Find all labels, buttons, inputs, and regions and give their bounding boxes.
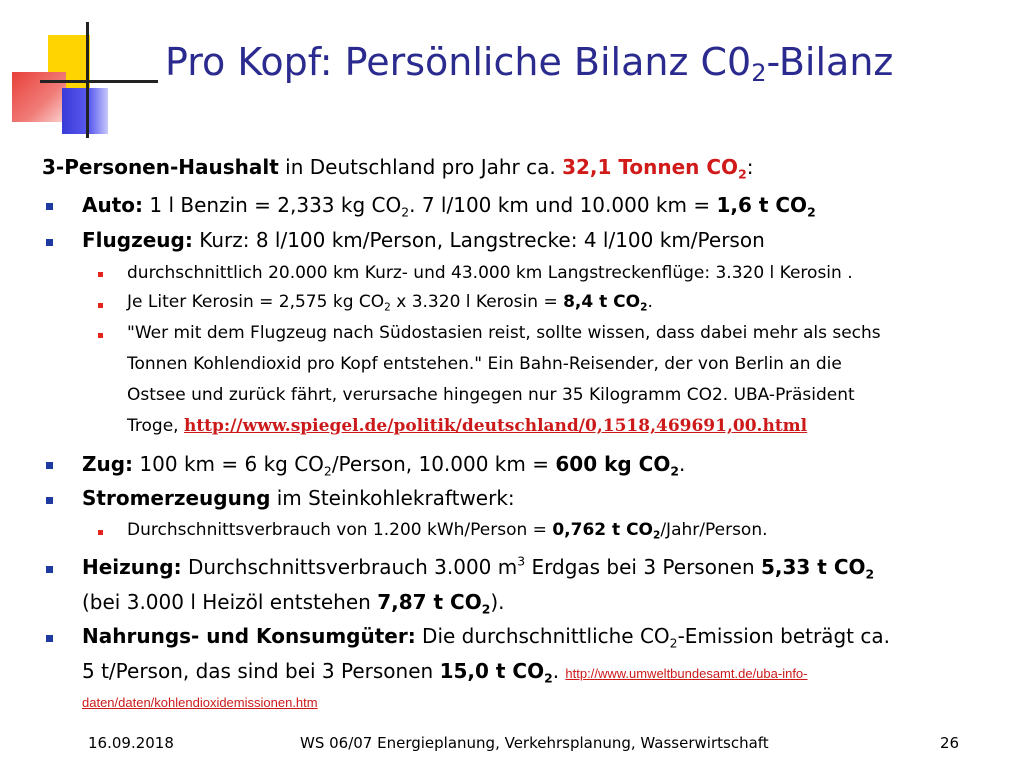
uba-link-part2[interactable]: daten/daten/kohlendioxidemissionen.htm (82, 695, 318, 710)
flug-sub-item-2: Je Liter Kerosin = 2,575 kg $CO_2$ x 3.320 l Kerosin = 8,4 t $CO_2$. (127, 292, 653, 314)
zug-item: Zug: 100 km = 6 kg $CO_2$/Person, 10.000 km = 600 kg $CO_2$. (82, 452, 686, 479)
footer-title: WS 06/07 Energieplanung, Verkehrsplanung, Wasserwirtschaft (300, 734, 769, 752)
quote-line-4: Troge, http://www.spiegel.de/politik/deutschland/0,1518,469691,00.html (127, 416, 808, 436)
quote-line-3: Ostsee und zurück fährt, verursache hingegen nur 35 Kilogramm CO2. UBA-Präsident (127, 385, 855, 405)
sub-bullet-icon (98, 530, 103, 535)
heizung-line-2: (bei 3.000 l Heizöl entstehen 7,87 t $CO_2$). (82, 590, 505, 617)
bullet-icon (46, 635, 53, 642)
spiegel-link[interactable]: http://www.spiegel.de/politik/deutschland/0,1518,469691,00.html (183, 416, 808, 436)
strom-item: Stromerzeugung im Steinkohlekraftwerk: (82, 486, 515, 510)
sub-bullet-icon (98, 333, 103, 338)
logo-blue-square (62, 88, 108, 134)
bullet-icon (46, 566, 53, 573)
footer-date: 16.09.2018 (88, 734, 174, 752)
intro-line: 3-Personen-Haushalt in Deutschland pro Jahr ca. 32,1 Tonnen $CO_2$: (42, 155, 754, 182)
flug-sub-item-1: durchschnittlich 20.000 km Kurz- und 43.000 km Langstreckenflüge: 3.320 l Kerosin . (127, 263, 853, 283)
flugzeug-item: Flugzeug: Kurz: 8 l/100 km/Person, Langstrecke: 4 l/100 km/Person (82, 228, 765, 252)
bullet-icon (46, 497, 53, 504)
footer-page-number: 26 (940, 734, 960, 752)
logo-horizontal-line (40, 80, 158, 83)
nahrung-item: Nahrungs- und Konsumgüter: Die durchschnittliche $CO_2$-Emission beträgt ca. (82, 624, 890, 651)
auto-item: Auto: 1 l Benzin = 2,333 kg $CO_2$. 7 l/100 km und 10.000 km = 1,6 t $CO_2$ (82, 193, 816, 220)
bullet-icon (46, 203, 53, 210)
sub-bullet-icon (98, 272, 103, 277)
bullet-icon (46, 462, 53, 469)
uba-link-part1[interactable]: http://www.umweltbundesamt.de/uba-info- (565, 666, 808, 681)
heizung-item: Heizung: Durchschnittsverbrauch 3.000 $m^3$ Erdgas bei 3 Personen 5,33 t $CO_2$ (82, 553, 875, 582)
nahrung-line-2: 5 t/Person, das sind bei 3 Personen 15,0 t $CO_2$. http://www.umweltbundesamt.de/uba-info- (82, 659, 808, 686)
strom-sub-item: Durchschnittsverbrauch von 1.200 kWh/Person = 0,762 t $CO_2/Jahr$/Person. (127, 520, 768, 542)
bullet-icon (46, 239, 53, 246)
quote-line-1: "Wer mit dem Flugzeug nach Südostasien reist, sollte wissen, dass dabei mehr als sechs (127, 323, 881, 343)
nahrung-line-3 (82, 692, 318, 711)
quote-line-2: Tonnen Kohlendioxid pro Kopf entstehen." Ein Bahn-Reisender, der von Berlin an die (127, 354, 842, 374)
slide-title: Pro Kopf: Persönliche Bilanz $C0_2$-Bilanz (165, 40, 894, 87)
sub-bullet-icon (98, 303, 103, 308)
